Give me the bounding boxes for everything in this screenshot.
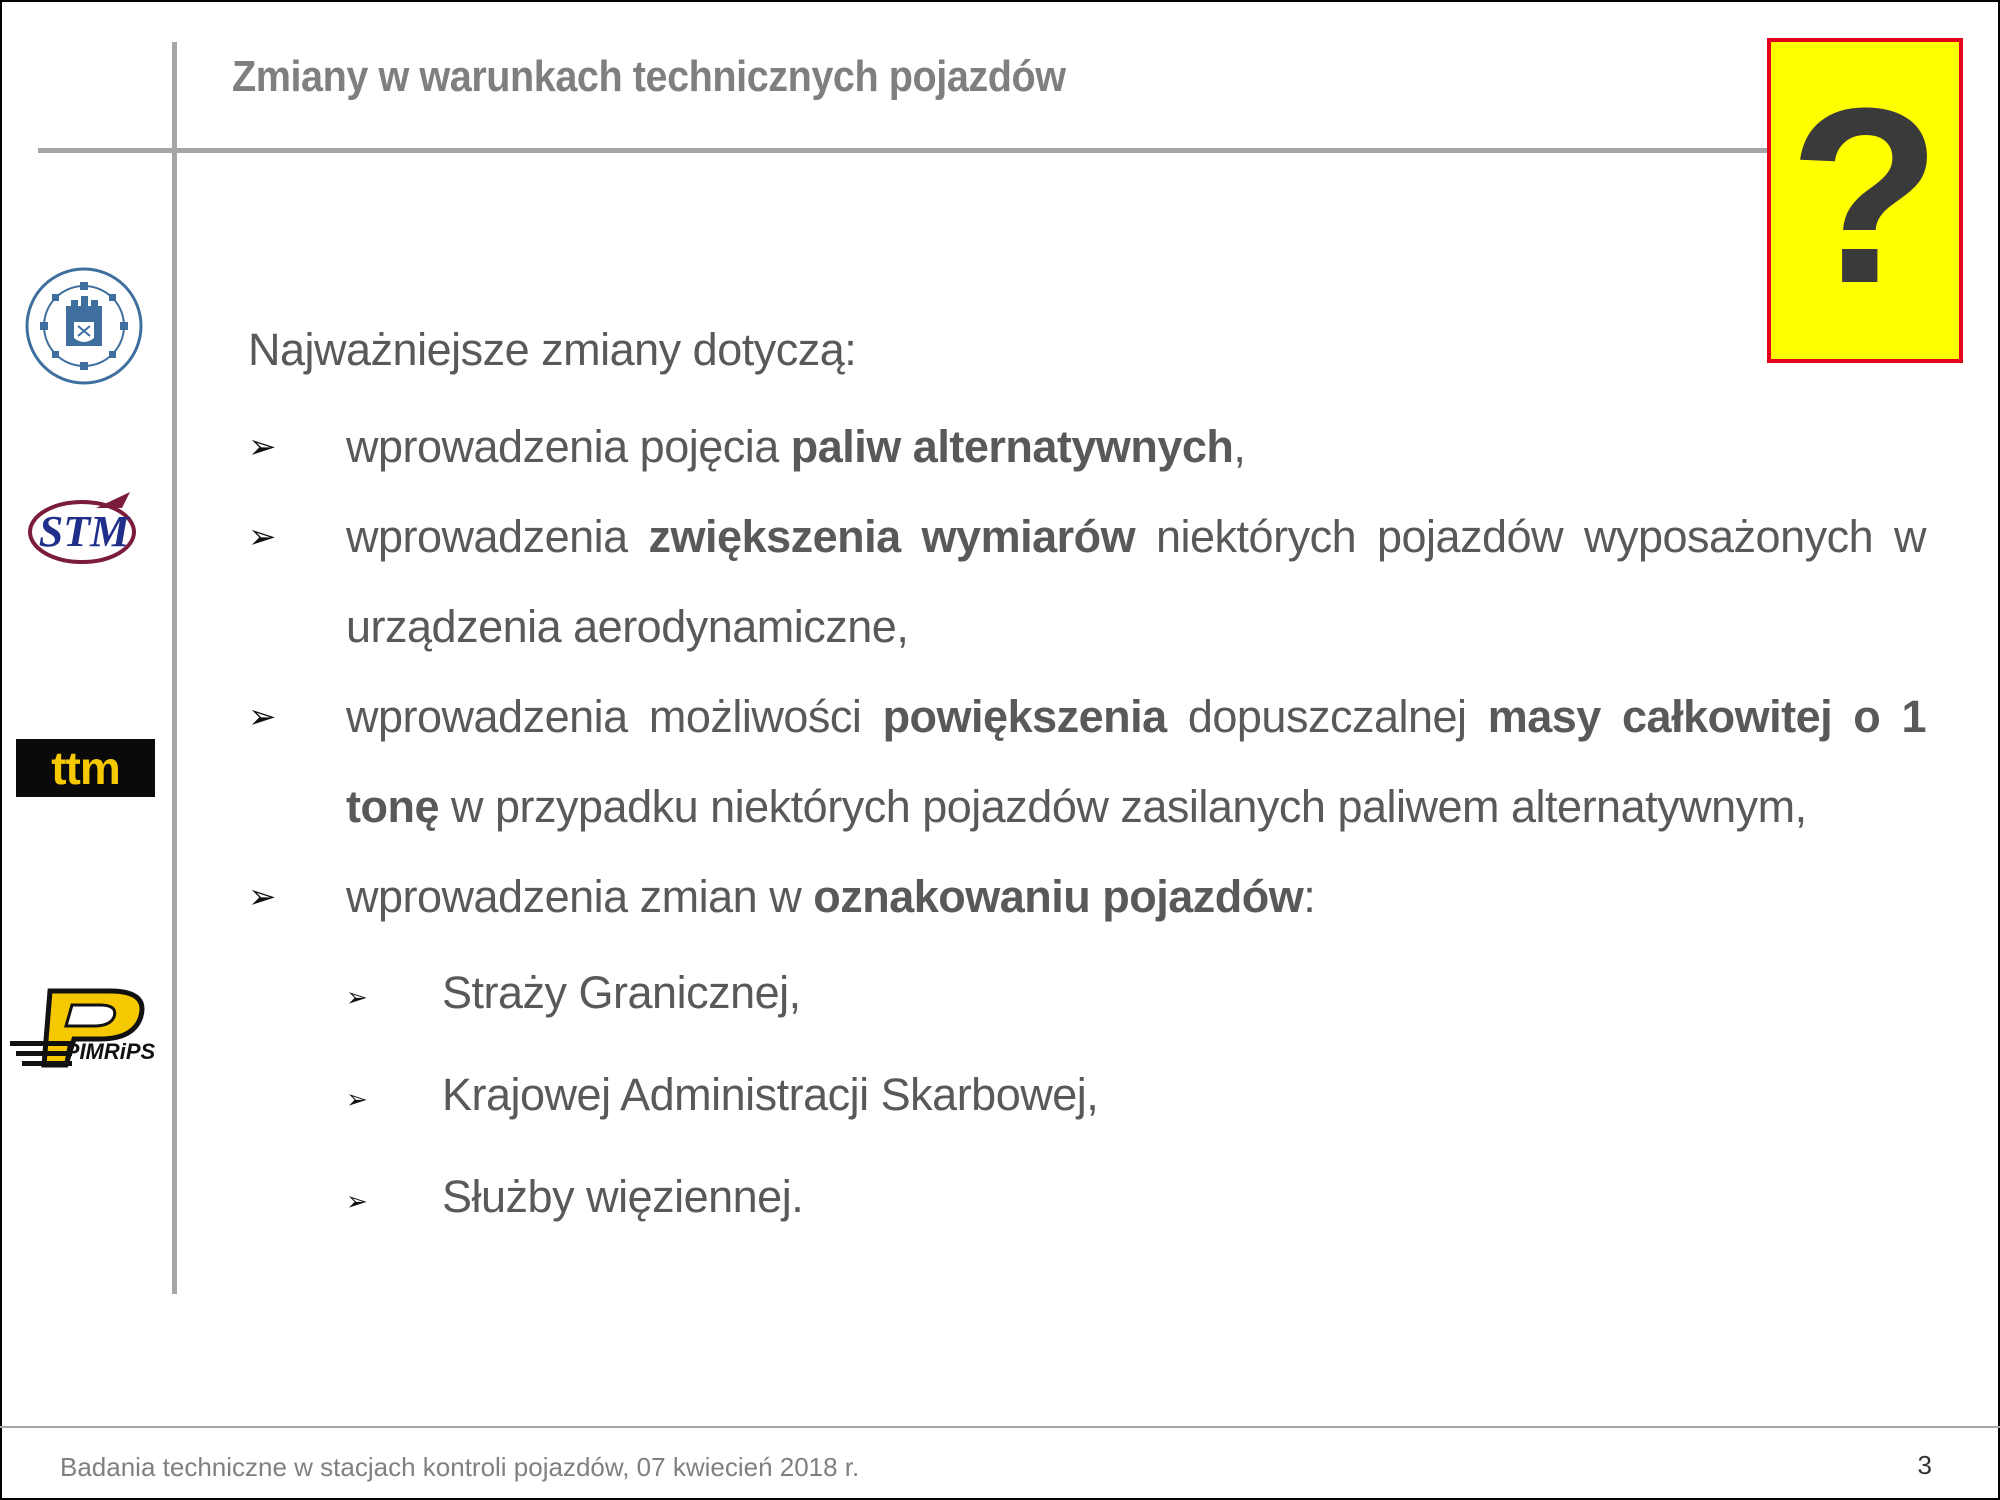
header-rule [38,148,1768,153]
arrow-bullet-icon: ➢ [346,1186,368,1216]
item-bold-text: zwiększenia wymiarów [648,511,1136,562]
item-bold-text: paliw alternatywnych [790,421,1234,472]
poznan-university-logo [24,266,144,386]
item-bold-text: oznakowaniu pojazdów [813,871,1304,922]
sub-list-item [248,1146,1926,1248]
intro-text: Najważniejsze zmiany dotyczą: [248,324,857,375]
arrow-bullet-icon: ➢ [248,518,276,556]
sub-item-text: Krajowej Administracji Skarbowej, [442,1069,1099,1120]
item-bold-text: masy całkowitej o 1 tonę [346,691,1926,832]
pimrips-logo-text: PIMRiPS [64,1039,156,1064]
footer-rule [0,1426,2000,1428]
item-text: wprowadzenia możliwości [346,691,883,742]
item-text: , [1233,421,1246,472]
arrow-bullet-icon: ➢ [248,428,276,466]
footer-text: Badania techniczne w stacjach kontroli pojazdów, 07 kwiecień 2018 r. [60,1452,860,1482]
item-text: w przypadku niektórych pojazdów zasilanych paliwem alternatywnym, [439,781,1807,832]
question-mark-icon: ? [1788,55,1942,335]
sub-list-item [248,942,1926,1044]
page-number: 3 [1917,1450,1932,1480]
sub-item-text: Straży Granicznej, [442,967,801,1018]
vertical-rule [172,42,177,1294]
ttm-logo-text: ttm [51,742,120,794]
sub-list-item [248,1044,1926,1146]
item-text: dopuszczalnej [1166,691,1488,742]
question-box [1767,38,1963,363]
list-item [248,492,1926,672]
pimrips-logo [10,985,160,1071]
item-bold-text: powiększenia [882,691,1167,742]
list-item [248,402,1926,492]
arrow-bullet-icon: ➢ [248,698,276,736]
stm-logo-text: STM [38,507,130,556]
item-text: wprowadzenia [346,511,649,562]
stm-logo [26,488,142,570]
arrow-bullet-icon: ➢ [346,982,368,1012]
item-text: wprowadzenia pojęcia [346,421,791,472]
item-text: niektórych pojazdów wyposażonych w urządzenia aerodynamiczne, [346,511,1926,652]
arrow-bullet-icon: ➢ [248,878,276,916]
item-text: : [1303,871,1316,922]
ttm-logo [16,739,155,797]
list-item [248,852,1926,942]
slide-body [248,320,1926,1248]
sub-item-text: Służby więziennej. [442,1171,804,1222]
arrow-bullet-icon: ➢ [346,1084,368,1114]
list-item [248,672,1926,852]
slide-title: Zmiany w warunkach technicznych pojazdów [232,52,1066,101]
item-text: wprowadzenia zmian w [346,871,814,922]
